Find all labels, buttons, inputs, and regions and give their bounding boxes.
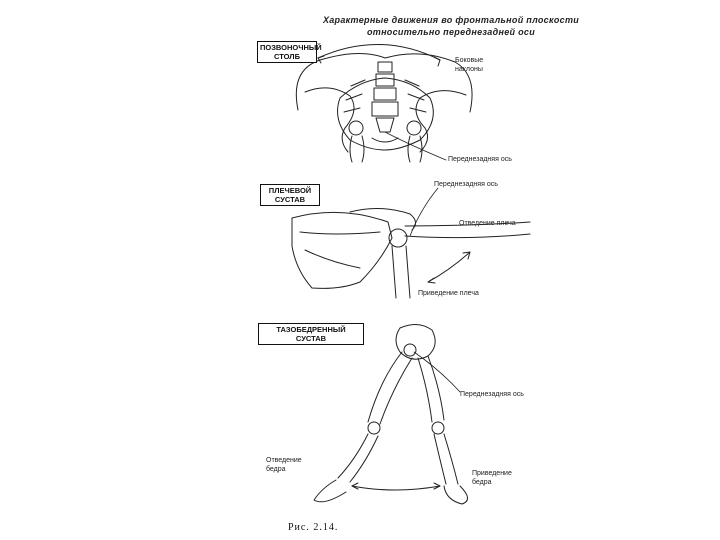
- figure-title: Характерные движения во фронтальной плоскости относительно переднезадней оси: [322, 15, 580, 37]
- hip-abduction-annotation: Отведение бедра: [266, 457, 302, 473]
- hip-section-label: ТАЗОБЕДРЕННЫЙ СУСТАВ: [258, 323, 364, 345]
- shoulder-drawing: [292, 188, 530, 298]
- shoulder-adduction-annotation: Приведение плеча: [418, 290, 479, 297]
- hip-legs-drawing: [314, 324, 468, 504]
- spine-section-label: ПОЗВОНОЧНЫЙ СТОЛБ: [257, 41, 317, 63]
- hip-axis-annotation: Переднезадняя ось: [460, 391, 524, 398]
- shoulder-abduction-annotation: Отведение плеча: [459, 220, 516, 227]
- shoulder-section-label: ПЛЕЧЕВОЙ СУСТАВ: [260, 184, 320, 206]
- shoulder-axis-annotation: Переднезадняя ось: [434, 181, 498, 188]
- figure-caption: Рис. 2.14.: [288, 522, 339, 533]
- spine-axis-annotation: Переднезадняя ось: [448, 156, 512, 163]
- spine-pelvis-drawing: [296, 44, 472, 162]
- spine-lateral-bends-annotation: Боковые наклоны: [455, 57, 484, 73]
- hip-adduction-annotation: Приведение бедра: [472, 470, 512, 486]
